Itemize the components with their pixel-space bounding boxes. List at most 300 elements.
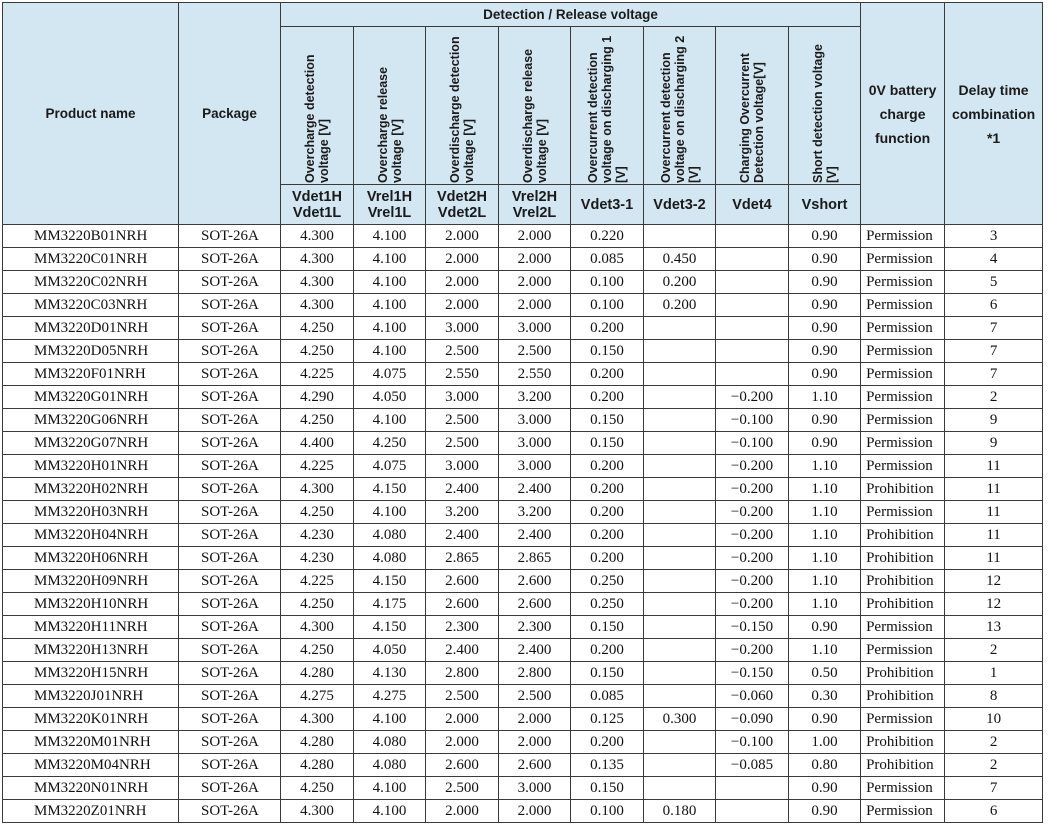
product-name-cell: MM3220H06NRH: [3, 547, 179, 570]
vdet3-2-cell: 0.300: [644, 708, 716, 731]
vdet2-cell: 2.500: [426, 432, 499, 455]
delay-time-cell: 11: [945, 478, 1043, 501]
vdet4-cell: [716, 294, 789, 317]
vdet1-cell: 4.290: [281, 386, 354, 409]
vdet3-2-cell: [644, 524, 716, 547]
zero-v-charge-cell: Permission: [861, 340, 945, 363]
vrel2-cell: 3.000: [499, 432, 571, 455]
vdet1-cell: 4.230: [281, 547, 354, 570]
vdet3-1-cell: 0.200: [571, 639, 644, 662]
vrel2-cell: 2.000: [499, 248, 571, 271]
delay-time-cell: 10: [945, 708, 1043, 731]
vdet3-1-cell: 0.150: [571, 340, 644, 363]
package-cell: SOT-26A: [179, 225, 281, 248]
package-cell: SOT-26A: [179, 386, 281, 409]
table-row: [3, 386, 1043, 409]
vdet2-cell: 2.600: [426, 570, 499, 593]
delay-time-cell: 7: [945, 317, 1043, 340]
vrel2-cell: 2.000: [499, 225, 571, 248]
zero-v-charge-cell: Permission: [861, 639, 945, 662]
delay-time-cell: 6: [945, 294, 1043, 317]
vdet3-2-cell: [644, 731, 716, 754]
package-cell: SOT-26A: [179, 754, 281, 777]
product-name-cell: MM3220G01NRH: [3, 386, 179, 409]
table-row: [3, 478, 1043, 501]
vrel1-cell: 4.150: [354, 570, 426, 593]
vdet3-2-cell: [644, 593, 716, 616]
zero-v-charge-cell: Permission: [861, 616, 945, 639]
vdet1-cell: 4.250: [281, 409, 354, 432]
column-label-header: [499, 27, 571, 185]
vrel2-cell: 2.400: [499, 639, 571, 662]
vrel1-cell: 4.250: [354, 432, 426, 455]
package-cell: SOT-26A: [179, 340, 281, 363]
vshort-cell: 0.90: [789, 248, 861, 271]
vdet3-1-cell: 0.200: [571, 455, 644, 478]
delay-time-cell: 8: [945, 685, 1043, 708]
table-row: [3, 685, 1043, 708]
vdet2-cell: 3.200: [426, 501, 499, 524]
vdet3-2-cell: [644, 455, 716, 478]
package-cell: SOT-26A: [179, 524, 281, 547]
vdet3-2-cell: 0.450: [644, 248, 716, 271]
vrel1-cell: 4.080: [354, 524, 426, 547]
product-name-cell: MM3220C01NRH: [3, 248, 179, 271]
vdet2-cell: 2.000: [426, 225, 499, 248]
vshort-cell: 0.90: [789, 225, 861, 248]
vdet3-1-cell: 0.125: [571, 708, 644, 731]
vdet3-1-cell: 0.085: [571, 248, 644, 271]
vrel2-cell: 2.550: [499, 363, 571, 386]
vdet3-2-cell: 0.200: [644, 271, 716, 294]
vrel1-cell: 4.130: [354, 662, 426, 685]
vdet3-2-cell: [644, 225, 716, 248]
vrel1-cell: 4.100: [354, 248, 426, 271]
vshort-cell: 0.90: [789, 800, 861, 823]
column-symbol-header: Vrel2H Vrel2L: [499, 185, 571, 225]
vrel2-cell: 2.500: [499, 685, 571, 708]
vrel1-cell: 4.050: [354, 639, 426, 662]
vdet4-cell: −0.200: [716, 524, 789, 547]
vshort-cell: 1.10: [789, 478, 861, 501]
vdet2-cell: 3.000: [426, 317, 499, 340]
vdet4-cell: −0.090: [716, 708, 789, 731]
vdet1-cell: 4.250: [281, 317, 354, 340]
column-label: Overcurrent detection voltage on discharging 2 [V]: [658, 35, 701, 183]
column-symbol-header: Vshort: [789, 185, 861, 225]
package-cell: SOT-26A: [179, 777, 281, 800]
vdet4-cell: −0.200: [716, 570, 789, 593]
zero-v-charge-cell: Permission: [861, 248, 945, 271]
vdet1-cell: 4.300: [281, 271, 354, 294]
column-symbol-header: Vdet3-2: [644, 185, 716, 225]
vdet4-cell: −0.100: [716, 731, 789, 754]
delay-time-cell: 11: [945, 547, 1043, 570]
vdet3-2-cell: [644, 754, 716, 777]
product-name-cell: MM3220H11NRH: [3, 616, 179, 639]
vdet3-2-cell: [644, 363, 716, 386]
vdet2-cell: 2.600: [426, 754, 499, 777]
vshort-cell: 1.10: [789, 570, 861, 593]
vdet1-cell: 4.300: [281, 800, 354, 823]
vrel1-cell: 4.100: [354, 409, 426, 432]
table-row: [3, 455, 1043, 478]
vdet2-cell: 3.000: [426, 455, 499, 478]
vdet2-cell: 2.550: [426, 363, 499, 386]
vrel2-cell: 2.000: [499, 800, 571, 823]
vrel2-cell: 2.000: [499, 708, 571, 731]
package-cell: SOT-26A: [179, 432, 281, 455]
vdet4-cell: −0.200: [716, 455, 789, 478]
package-cell: SOT-26A: [179, 409, 281, 432]
table-row: [3, 570, 1043, 593]
delay-time-cell: 2: [945, 639, 1043, 662]
vdet1-cell: 4.280: [281, 731, 354, 754]
vdet3-1-cell: 0.100: [571, 271, 644, 294]
vrel1-cell: 4.100: [354, 271, 426, 294]
vshort-cell: 1.10: [789, 455, 861, 478]
vrel1-cell: 4.150: [354, 478, 426, 501]
zero-v-charge-cell: Prohibition: [861, 685, 945, 708]
vdet3-1-cell: 0.150: [571, 432, 644, 455]
vshort-cell: 1.10: [789, 593, 861, 616]
zero-v-charge-cell: Permission: [861, 317, 945, 340]
vrel2-cell: 3.000: [499, 455, 571, 478]
vrel2-cell: 3.000: [499, 777, 571, 800]
column-symbol-header: Vrel1H Vrel1L: [354, 185, 426, 225]
product-name-cell: MM3220C02NRH: [3, 271, 179, 294]
product-name-cell: MM3220H01NRH: [3, 455, 179, 478]
product-name-cell: MM3220H03NRH: [3, 501, 179, 524]
vdet2-cell: 2.500: [426, 685, 499, 708]
table-row: [3, 524, 1043, 547]
vdet4-cell: −0.150: [716, 616, 789, 639]
vdet3-1-cell: 0.100: [571, 800, 644, 823]
delay-time-cell: 7: [945, 777, 1043, 800]
delay-time-cell: 2: [945, 731, 1043, 754]
table-row: [3, 662, 1043, 685]
vdet4-cell: −0.200: [716, 386, 789, 409]
vdet3-2-cell: [644, 340, 716, 363]
vdet2-cell: 2.000: [426, 294, 499, 317]
zero-v-charge-cell: Permission: [861, 294, 945, 317]
column-label-header: [281, 27, 354, 185]
delay-time-cell: 4: [945, 248, 1043, 271]
vdet2-cell: 2.400: [426, 524, 499, 547]
vrel1-cell: 4.075: [354, 363, 426, 386]
zero-v-charge-cell: Prohibition: [861, 570, 945, 593]
zero-v-charge-cell: Permission: [861, 271, 945, 294]
zero-v-charge-cell: Permission: [861, 501, 945, 524]
product-name-cell: MM3220M01NRH: [3, 731, 179, 754]
vdet2-cell: 2.000: [426, 248, 499, 271]
column-label-header: [426, 27, 499, 185]
table-row: [3, 800, 1043, 823]
package-cell: SOT-26A: [179, 708, 281, 731]
delay-time-cell: 2: [945, 754, 1043, 777]
vshort-cell: 0.90: [789, 777, 861, 800]
vshort-cell: 0.90: [789, 317, 861, 340]
product-name-cell: MM3220H15NRH: [3, 662, 179, 685]
vdet3-1-cell: 0.135: [571, 754, 644, 777]
product-name-cell: MM3220K01NRH: [3, 708, 179, 731]
table-row: [3, 248, 1043, 271]
vshort-cell: 0.90: [789, 708, 861, 731]
vdet1-cell: 4.250: [281, 639, 354, 662]
package-cell: SOT-26A: [179, 685, 281, 708]
product-name-cell: MM3220B01NRH: [3, 225, 179, 248]
vdet1-cell: 4.225: [281, 570, 354, 593]
vdet4-cell: [716, 340, 789, 363]
table-row: [3, 271, 1043, 294]
product-name-cell: MM3220H13NRH: [3, 639, 179, 662]
vdet3-2-cell: [644, 317, 716, 340]
vdet1-cell: 4.280: [281, 662, 354, 685]
package-cell: SOT-26A: [179, 294, 281, 317]
vdet3-2-cell: [644, 639, 716, 662]
package-cell: SOT-26A: [179, 800, 281, 823]
vrel2-cell: 2.800: [499, 662, 571, 685]
product-name-cell: MM3220G06NRH: [3, 409, 179, 432]
vdet2-cell: 2.000: [426, 800, 499, 823]
vrel2-cell: 2.600: [499, 593, 571, 616]
vdet2-cell: 2.865: [426, 547, 499, 570]
vdet2-cell: 3.000: [426, 386, 499, 409]
delay-time-cell: 1: [945, 662, 1043, 685]
table-row: [3, 616, 1043, 639]
vshort-cell: 1.10: [789, 547, 861, 570]
delay-time-cell: 5: [945, 271, 1043, 294]
vdet3-1-cell: 0.250: [571, 593, 644, 616]
table-header: [3, 3, 1043, 225]
vrel2-cell: 3.200: [499, 501, 571, 524]
vrel2-cell: 2.000: [499, 294, 571, 317]
vdet4-cell: [716, 225, 789, 248]
vrel1-cell: 4.080: [354, 547, 426, 570]
vdet4-cell: [716, 271, 789, 294]
vrel1-cell: 4.100: [354, 225, 426, 248]
vdet2-cell: 2.500: [426, 777, 499, 800]
vdet1-cell: 4.250: [281, 777, 354, 800]
vrel1-cell: 4.100: [354, 501, 426, 524]
delay-time-cell: 7: [945, 340, 1043, 363]
vrel2-cell: 2.865: [499, 547, 571, 570]
vdet2-cell: 2.500: [426, 409, 499, 432]
vdet3-1-cell: 0.100: [571, 294, 644, 317]
vdet3-1-cell: 0.150: [571, 616, 644, 639]
vshort-cell: 0.90: [789, 340, 861, 363]
vrel2-cell: 2.600: [499, 570, 571, 593]
header-zero-v-battery: 0V battery charge function: [861, 3, 945, 225]
package-cell: SOT-26A: [179, 570, 281, 593]
table-row: [3, 317, 1043, 340]
package-cell: SOT-26A: [179, 547, 281, 570]
vdet1-cell: 4.275: [281, 685, 354, 708]
vdet2-cell: 2.800: [426, 662, 499, 685]
vdet2-cell: 2.000: [426, 708, 499, 731]
package-cell: SOT-26A: [179, 639, 281, 662]
product-name-cell: MM3220G07NRH: [3, 432, 179, 455]
vdet3-1-cell: 0.200: [571, 501, 644, 524]
delay-time-cell: 9: [945, 432, 1043, 455]
vdet3-2-cell: [644, 409, 716, 432]
vdet4-cell: [716, 317, 789, 340]
product-name-cell: MM3220D01NRH: [3, 317, 179, 340]
vdet1-cell: 4.225: [281, 363, 354, 386]
package-cell: SOT-26A: [179, 363, 281, 386]
delay-time-cell: 2: [945, 386, 1043, 409]
delay-time-cell: 13: [945, 616, 1043, 639]
vrel2-cell: 2.000: [499, 271, 571, 294]
spec-table: [2, 2, 1043, 823]
table-row: [3, 225, 1043, 248]
header-product-name: Product name: [3, 3, 179, 225]
vdet3-2-cell: [644, 501, 716, 524]
vrel1-cell: 4.080: [354, 731, 426, 754]
vdet4-cell: −0.150: [716, 662, 789, 685]
table-row: [3, 639, 1043, 662]
vdet2-cell: 2.300: [426, 616, 499, 639]
vshort-cell: 0.50: [789, 662, 861, 685]
zero-v-charge-cell: Prohibition: [861, 731, 945, 754]
column-label: Charging Overcurrent Detection voltage[V]: [738, 53, 766, 183]
header-delay-time: Delay time combination *1: [945, 3, 1043, 225]
table-row: [3, 777, 1043, 800]
vdet3-2-cell: 0.180: [644, 800, 716, 823]
vdet2-cell: 2.400: [426, 639, 499, 662]
vrel1-cell: 4.100: [354, 800, 426, 823]
vshort-cell: 1.10: [789, 524, 861, 547]
table-row: [3, 731, 1043, 754]
vdet4-cell: −0.200: [716, 501, 789, 524]
vdet3-2-cell: [644, 547, 716, 570]
delay-time-cell: 9: [945, 409, 1043, 432]
vdet4-cell: [716, 777, 789, 800]
header-detection-release: Detection / Release voltage: [281, 3, 861, 27]
vshort-cell: 1.10: [789, 639, 861, 662]
zero-v-charge-cell: Permission: [861, 409, 945, 432]
vdet4-cell: −0.100: [716, 409, 789, 432]
vdet3-1-cell: 0.200: [571, 478, 644, 501]
vdet2-cell: 2.000: [426, 731, 499, 754]
column-label: Overcharge detection voltage [V]: [303, 54, 331, 183]
vrel1-cell: 4.175: [354, 593, 426, 616]
vdet3-2-cell: 0.200: [644, 294, 716, 317]
product-name-cell: MM3220H09NRH: [3, 570, 179, 593]
vdet2-cell: 2.000: [426, 271, 499, 294]
vdet3-2-cell: [644, 432, 716, 455]
zero-v-charge-cell: Permission: [861, 225, 945, 248]
vshort-cell: 1.10: [789, 501, 861, 524]
delay-time-cell: 11: [945, 524, 1043, 547]
vshort-cell: 0.90: [789, 409, 861, 432]
vdet3-1-cell: 0.200: [571, 731, 644, 754]
table-row: [3, 363, 1043, 386]
vrel1-cell: 4.100: [354, 294, 426, 317]
vdet3-1-cell: 0.200: [571, 317, 644, 340]
vrel1-cell: 4.100: [354, 317, 426, 340]
vrel1-cell: 4.100: [354, 340, 426, 363]
vshort-cell: 0.80: [789, 754, 861, 777]
vdet3-2-cell: [644, 777, 716, 800]
vshort-cell: 0.90: [789, 271, 861, 294]
column-symbol-header: Vdet4: [716, 185, 789, 225]
product-name-cell: MM3220H02NRH: [3, 478, 179, 501]
vdet3-1-cell: 0.150: [571, 662, 644, 685]
vdet3-2-cell: [644, 570, 716, 593]
column-symbol-header: Vdet1H Vdet1L: [281, 185, 354, 225]
table-row: [3, 708, 1043, 731]
zero-v-charge-cell: Prohibition: [861, 478, 945, 501]
column-label-header: [571, 27, 644, 185]
column-label-header: [354, 27, 426, 185]
column-label: Overdischarge release voltage [V]: [520, 48, 549, 183]
zero-v-charge-cell: Prohibition: [861, 524, 945, 547]
delay-time-cell: 3: [945, 225, 1043, 248]
vdet1-cell: 4.300: [281, 248, 354, 271]
package-cell: SOT-26A: [179, 662, 281, 685]
package-cell: SOT-26A: [179, 317, 281, 340]
vrel2-cell: 2.400: [499, 524, 571, 547]
zero-v-charge-cell: Permission: [861, 386, 945, 409]
vrel1-cell: 4.100: [354, 777, 426, 800]
zero-v-charge-cell: Permission: [861, 432, 945, 455]
package-cell: SOT-26A: [179, 616, 281, 639]
delay-time-cell: 12: [945, 593, 1043, 616]
product-name-cell: MM3220N01NRH: [3, 777, 179, 800]
vrel2-cell: 3.000: [499, 317, 571, 340]
vdet3-1-cell: 0.085: [571, 685, 644, 708]
delay-time-cell: 6: [945, 800, 1043, 823]
vrel2-cell: 2.500: [499, 340, 571, 363]
delay-time-cell: 11: [945, 501, 1043, 524]
package-cell: SOT-26A: [179, 501, 281, 524]
vshort-cell: 0.90: [789, 363, 861, 386]
vdet3-1-cell: 0.150: [571, 409, 644, 432]
table-row: [3, 340, 1043, 363]
zero-v-charge-cell: Permission: [861, 455, 945, 478]
vdet2-cell: 2.400: [426, 478, 499, 501]
delay-time-cell: 11: [945, 455, 1043, 478]
vrel1-cell: 4.275: [354, 685, 426, 708]
vdet1-cell: 4.300: [281, 478, 354, 501]
vdet4-cell: −0.200: [716, 478, 789, 501]
vrel2-cell: 2.600: [499, 754, 571, 777]
vshort-cell: 0.30: [789, 685, 861, 708]
vshort-cell: 0.90: [789, 616, 861, 639]
package-cell: SOT-26A: [179, 478, 281, 501]
vdet4-cell: −0.085: [716, 754, 789, 777]
vrel1-cell: 4.075: [354, 455, 426, 478]
vrel1-cell: 4.150: [354, 616, 426, 639]
column-label: Overdischarge detection voltage [V]: [448, 36, 476, 183]
vrel2-cell: 3.000: [499, 409, 571, 432]
vdet3-1-cell: 0.200: [571, 386, 644, 409]
vdet3-1-cell: 0.250: [571, 570, 644, 593]
vdet3-2-cell: [644, 616, 716, 639]
vshort-cell: 1.10: [789, 386, 861, 409]
zero-v-charge-cell: Permission: [861, 777, 945, 800]
zero-v-charge-cell: Permission: [861, 708, 945, 731]
zero-v-charge-cell: Permission: [861, 800, 945, 823]
vrel2-cell: 2.000: [499, 731, 571, 754]
column-label-header: [716, 27, 789, 185]
vdet1-cell: 4.250: [281, 340, 354, 363]
vrel2-cell: 2.300: [499, 616, 571, 639]
vshort-cell: 0.90: [789, 432, 861, 455]
vdet3-1-cell: 0.200: [571, 547, 644, 570]
vdet1-cell: 4.300: [281, 294, 354, 317]
